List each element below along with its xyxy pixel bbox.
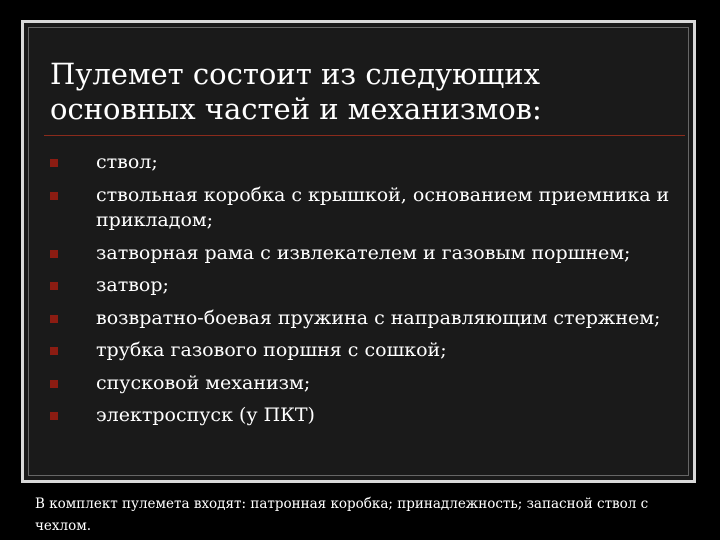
list-item-text: спусковой механизм; [96, 371, 311, 394]
list-item [48, 403, 678, 429]
list-item [48, 241, 678, 267]
list-item-text: ствольная коробка с крышкой, основанием приемника и прикладом; [96, 183, 670, 231]
list-item [48, 150, 678, 176]
list-item-text: затворная рама с извлекателем и газовым поршнем; [96, 241, 631, 264]
list-item [48, 371, 678, 397]
square-bullet-icon [50, 250, 58, 258]
list-item [48, 183, 678, 234]
slide-title: Пулемет состоит из следующих основных частей и механизмов: [50, 57, 542, 126]
square-bullet-icon [50, 192, 58, 200]
list-item-text: трубка газового поршня с сошкой; [96, 339, 447, 361]
square-bullet-icon [50, 159, 58, 167]
list-item-text: электроспуск (у ПКТ) [96, 404, 315, 426]
list-item-text: ствол; [96, 151, 158, 173]
footnote: В комплект пулемета входят: патронная коробка; принадлежность; запасной ствол с чехлом. [35, 496, 649, 534]
square-bullet-icon [50, 412, 58, 420]
square-bullet-icon [50, 380, 58, 388]
square-bullet-icon [50, 347, 58, 355]
square-bullet-icon [50, 282, 58, 290]
square-bullet-icon [50, 315, 58, 323]
list-item [48, 338, 678, 364]
title-divider [44, 135, 685, 136]
list-item-text: затвор; [96, 274, 169, 296]
list-item [48, 306, 678, 332]
list-item [48, 273, 678, 299]
bullet-list [48, 150, 678, 436]
list-item-text: возвратно-боевая пружина с направляющим стержнем; [96, 306, 661, 329]
